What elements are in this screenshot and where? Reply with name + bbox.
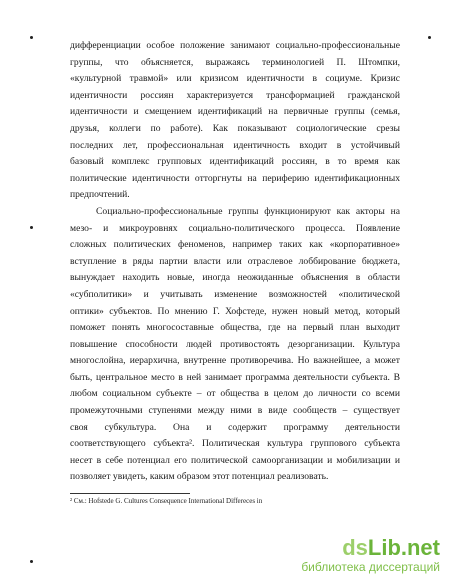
text-line: позволяет увидеть, каким образом этот потенциал реализовать. [70, 471, 329, 483]
text-line: друзья, коллеги по работе). Как показывают социологические срезы [70, 122, 400, 134]
text-line: поможет понять многосоставные общества, где на первый план выходит [70, 322, 400, 334]
scan-mark [30, 36, 33, 39]
text-line: вынуждает находить новые, иногда неожиданные объяснения в области [70, 272, 400, 284]
dslib-logo [301, 536, 440, 560]
text-line: промежуточными ступенями между ними в виде сообществ – существует [70, 405, 400, 417]
text-line: любом социальном субъекте – от общества в целом до личности со всеми [70, 388, 400, 400]
text-line: многослойна, иерархична, внутренне противоречива. Но важнейшее, а может [70, 355, 400, 367]
watermark-subtitle: библиотека диссертаций [301, 560, 440, 574]
scan-mark [30, 560, 33, 563]
text-line: несет в себе потенциал его политической самоорганизации и мобилизации и [70, 454, 400, 466]
text-line: «субполитики» и учитывать изменение возможностей «политической [70, 288, 400, 300]
text-line: соответствующего субъекта². Политическая культура группового субъекта [70, 438, 400, 450]
text-line: базовый комплекс групповых идентификаций россиян, в то время как [70, 156, 400, 168]
text-line: мезо- и микроуровнях социально-политического процесса. Появление [70, 222, 400, 234]
body-text [70, 38, 400, 486]
dslib-watermark [301, 536, 440, 574]
text-line: идентичности россиян характеризуется трансформацией гражданской [70, 89, 400, 101]
text-line: своя субкультура. Она и содержит программу деятельности [70, 421, 400, 433]
logo-prefix: ds [342, 535, 368, 560]
text-line: политические идентичности отторгнуты на периферию идентификационных [70, 172, 400, 184]
scan-mark [428, 36, 431, 39]
text-line: группы, что объясняется, выражаясь терминологией П. Штомпки, [70, 56, 400, 68]
text-line: идентичности и смещением идентификаций на первичные группы (семья, [70, 106, 400, 118]
text-line: оптики» субъектов. По мнению Г. Хофстеде, нужен новый метод, который [70, 305, 400, 317]
text-line: Социально-профессиональные группы функционируют как акторы на [96, 205, 400, 217]
text-line: сложных политических феноменов, например таких как «корпоративное» [70, 239, 400, 251]
text-line: последних лет, профессиональная идентичность входит в устойчивый [70, 139, 400, 151]
text-line: дифференциации особое положение занимают социально-профессиональные [70, 40, 400, 51]
text-line: быть, центральное место в ней занимает программа деятельности субъекта. В [70, 371, 400, 383]
text-line: вступление в ряды партии власти или отраслевое лоббирование бюджета, [70, 255, 400, 267]
footnote-rule [70, 493, 190, 494]
text-line: предпочтений. [70, 189, 130, 201]
scan-mark [30, 226, 33, 229]
text-line: повышение способности людей противостоять дезорганизации. Культура [70, 338, 400, 350]
text-line: «культурной травмой» или кризисом идентичности в социуме. Кризис [70, 73, 400, 85]
logo-main: Lib.net [367, 535, 440, 560]
footnote: ² См.: Hofstede G. Cultures Consequence International Differeces in [70, 497, 263, 505]
